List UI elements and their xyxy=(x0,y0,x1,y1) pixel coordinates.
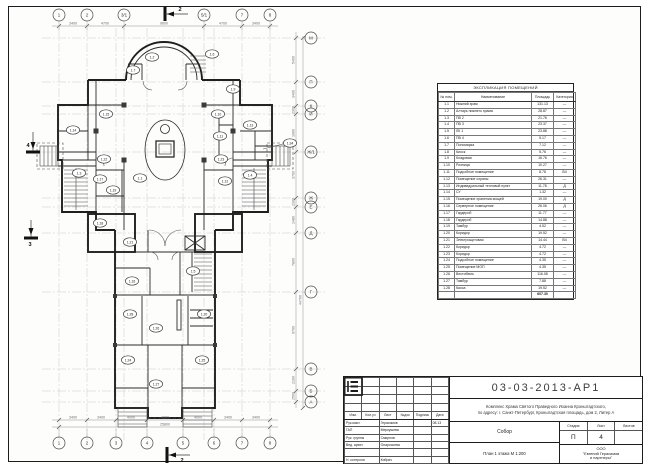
schedule-row: 1.18 Гардероб 14.88 — xyxy=(439,217,576,224)
svg-text:3400: 3400 xyxy=(252,415,260,420)
schedule-col-header: № пом. xyxy=(439,93,455,102)
schedule-col-header: Наименование xyxy=(455,93,532,102)
signature-row: Рук. группы Смирнов xyxy=(345,434,449,441)
schedule-row: 1.15 Помещение хранения мощей 19.00 Д xyxy=(439,197,576,204)
svg-text:3700: 3700 xyxy=(291,171,296,179)
svg-text:2: 2 xyxy=(85,440,89,446)
title-block xyxy=(343,376,643,464)
schedule-row: 1.5 ЛК 1 23.88 — xyxy=(439,129,576,136)
svg-text:2300: 2300 xyxy=(291,198,296,206)
description-line1: Комплекс Храма Святого Праведного Иоанна Кронштадтского, xyxy=(486,404,606,410)
svg-text:2100: 2100 xyxy=(291,376,296,384)
axis-grid xyxy=(42,28,325,440)
svg-text:3: 3 xyxy=(114,440,118,446)
schedule-row: 1.16 Серверное помещение 26.06 Д xyxy=(439,203,576,210)
svg-text:1.23: 1.23 xyxy=(217,157,225,162)
description-line2: по адресу: г. Санкт-Петербург, Кронштадтская площадь, дом 2, Литер А xyxy=(477,410,615,415)
signature-row xyxy=(345,449,449,456)
schedule-row: 1.24 Подсобное помещение 4.35 — xyxy=(439,258,576,265)
svg-text:5/1: 5/1 xyxy=(200,12,208,18)
svg-text:3: 3 xyxy=(28,242,32,248)
svg-text:25800: 25800 xyxy=(160,422,170,427)
svg-text:1.11: 1.11 xyxy=(216,134,224,139)
section-marks xyxy=(24,7,283,463)
svg-text:1.24: 1.24 xyxy=(124,358,132,363)
svg-text:3400: 3400 xyxy=(252,21,260,26)
svg-text:1.17: 1.17 xyxy=(96,177,104,182)
schedule-row: 1.28 Касса 19.52 — xyxy=(439,285,576,292)
schedule-row: 1.4 ПВ 3 23.37 — xyxy=(439,122,576,129)
schedule-col-header: Категория xyxy=(554,93,576,102)
sheet-title: План 1 этажа М 1:200 xyxy=(483,450,526,456)
svg-text:4700: 4700 xyxy=(101,21,109,26)
svg-text:Ж: Ж xyxy=(308,195,314,201)
svg-text:1.18: 1.18 xyxy=(96,221,104,226)
company-logo xyxy=(344,377,363,396)
svg-text:1.1: 1.1 xyxy=(137,176,143,181)
svg-text:1.10: 1.10 xyxy=(214,112,222,117)
svg-text:1.2: 1.2 xyxy=(149,55,155,60)
schedule-row: 1.14 СУ 1.32 — xyxy=(439,190,576,197)
svg-text:1.26: 1.26 xyxy=(152,326,160,331)
svg-text:4700: 4700 xyxy=(219,21,227,26)
svg-text:1060: 1060 xyxy=(291,129,296,137)
svg-text:1.16: 1.16 xyxy=(128,279,136,284)
svg-text:1480: 1480 xyxy=(291,216,296,224)
schedule-row: 1.22 Коридор 4.72 — xyxy=(439,244,576,251)
svg-text:4: 4 xyxy=(145,440,149,446)
schedule-table xyxy=(438,92,576,299)
svg-text:1.5: 1.5 xyxy=(190,269,196,274)
svg-text:1.20: 1.20 xyxy=(200,312,208,317)
document-number: 03-03-2013-АР1 xyxy=(450,377,642,399)
stage-label: Стадия xyxy=(560,422,588,430)
schedule-row: 1.9 Кладовая 16.76 — xyxy=(439,156,576,163)
svg-text:Б: Б xyxy=(309,388,313,394)
svg-text:4000: 4000 xyxy=(127,415,135,420)
schedule-col-header: Площадь xyxy=(532,93,554,102)
sheet-label: Лист xyxy=(588,422,616,430)
schedule-row: 1.6 ПВ 4 5.17 — xyxy=(439,135,576,142)
svg-text:1.27: 1.27 xyxy=(152,382,160,387)
schedule-row: 1.7 Пономарка 7.12 — xyxy=(439,142,576,149)
sheets-total xyxy=(615,431,642,444)
svg-text:5: 5 xyxy=(181,440,185,446)
svg-text:7800: 7800 xyxy=(291,258,296,266)
stairs xyxy=(37,56,293,427)
svg-text:3400: 3400 xyxy=(97,415,105,420)
svg-text:9600: 9600 xyxy=(160,21,168,26)
schedule-row: 1.1 Нижний храм 131.13 — xyxy=(439,102,576,109)
schedule-row: 1.10 Ризница 10.27 — xyxy=(439,163,576,170)
schedule-row: 1.19 Тамбур 4.52 — xyxy=(439,224,576,231)
svg-text:1.19: 1.19 xyxy=(109,188,117,193)
svg-text:1.3: 1.3 xyxy=(76,171,82,176)
schedule-row: 1.2 Алтарь нижнего храма 28.87 — xyxy=(439,108,576,115)
svg-text:1: 1 xyxy=(57,12,61,18)
svg-text:1: 1 xyxy=(57,440,61,446)
svg-text:1.14: 1.14 xyxy=(69,128,77,133)
svg-text:1.6: 1.6 xyxy=(209,52,215,57)
svg-text:1.12: 1.12 xyxy=(221,179,229,184)
svg-text:4000: 4000 xyxy=(194,415,202,420)
schedule-row: 1.21 Электрощитовая 14.44 В4 xyxy=(439,237,576,244)
svg-text:П: П xyxy=(309,79,313,85)
svg-text:4200: 4200 xyxy=(161,415,169,420)
svg-text:М: М xyxy=(309,35,313,41)
svg-text:Ж/1: Ж/1 xyxy=(307,149,315,155)
project-description xyxy=(450,399,642,422)
svg-text:2300: 2300 xyxy=(291,106,296,114)
revision-header-row: Изм. Кол.уч Лист №док Подпись Дата xyxy=(345,412,449,419)
central-feature xyxy=(145,120,185,180)
schedule-row: 1.11 Подсобное помещение 8.78 В4 xyxy=(439,169,576,176)
schedule-row: 1.3 ПВ 2 21.76 — xyxy=(439,115,576,122)
company-name: ООО "Евгений Герасимов и партнеры" xyxy=(582,445,620,461)
schedule-row: 1.25 Помещение МОП 4.35 — xyxy=(439,265,576,272)
svg-text:7: 7 xyxy=(240,440,244,446)
plan-annotations xyxy=(26,7,317,464)
svg-text:2: 2 xyxy=(180,458,184,464)
svg-text:2: 2 xyxy=(85,12,89,18)
schedule-row: 1.8 Киоск 5.76 — xyxy=(439,149,576,156)
sheet-number: 4 xyxy=(588,431,616,444)
svg-text:3/1: 3/1 xyxy=(120,12,128,18)
sheets-label: Листов xyxy=(622,424,635,428)
svg-text:1.25: 1.25 xyxy=(198,358,206,363)
svg-text:4: 4 xyxy=(26,143,30,149)
svg-text:9700: 9700 xyxy=(291,326,296,334)
svg-text:3400: 3400 xyxy=(224,415,232,420)
svg-text:1.4: 1.4 xyxy=(247,173,253,178)
svg-text:Г: Г xyxy=(309,289,313,295)
dimension-lines xyxy=(52,26,303,427)
schedule-row: 1.13 Индивидуальный тепловой пункт 11.78 Д xyxy=(439,183,576,190)
schedule-title: ЭКСПЛИКАЦИЯ ПОМЕЩЕНИЙ xyxy=(438,84,573,92)
svg-text:Е: Е xyxy=(309,204,313,210)
svg-text:2: 2 xyxy=(178,7,182,13)
svg-text:1.15: 1.15 xyxy=(102,112,110,117)
svg-text:5400: 5400 xyxy=(291,56,296,64)
svg-text:В: В xyxy=(309,366,313,372)
svg-text:3400: 3400 xyxy=(69,21,77,26)
stage-value: П xyxy=(560,431,588,444)
svg-text:8: 8 xyxy=(268,12,272,18)
svg-text:3400: 3400 xyxy=(291,90,296,98)
schedule-total-row: 607.30 xyxy=(439,292,576,299)
schedule-row: 1.23 Коридор 4.72 — xyxy=(439,251,576,258)
svg-text:1.22: 1.22 xyxy=(100,157,108,162)
svg-text:1.34: 1.34 xyxy=(286,141,294,146)
svg-text:44700: 44700 xyxy=(298,295,303,305)
signature-row: Вед. архит. Опаросьева xyxy=(345,442,449,449)
svg-text:1.7: 1.7 xyxy=(130,68,136,73)
signature-row: Н. контроля Кибрич xyxy=(345,456,449,463)
svg-text:3400: 3400 xyxy=(69,415,77,420)
svg-text:1.13: 1.13 xyxy=(246,123,254,128)
schedule-row: 1.12 Помещение охраны 26.31 — xyxy=(439,176,576,183)
svg-text:1.9: 1.9 xyxy=(230,87,236,92)
svg-text:И: И xyxy=(309,111,313,117)
svg-text:1.21: 1.21 xyxy=(126,240,134,245)
svg-text:А: А xyxy=(309,399,313,405)
svg-text:К: К xyxy=(309,103,313,109)
svg-text:Д: Д xyxy=(309,230,313,236)
room-schedule xyxy=(437,83,574,300)
exterior-walls xyxy=(58,42,272,418)
svg-text:2500: 2500 xyxy=(291,392,296,400)
schedule-row: 1.17 Гардероб 11.77 — xyxy=(439,210,576,217)
signature-row: Рук.маст. Герасимов 08.13 xyxy=(345,419,449,426)
svg-text:1.28: 1.28 xyxy=(126,312,134,317)
svg-text:7: 7 xyxy=(240,12,244,18)
svg-text:6: 6 xyxy=(212,440,216,446)
signature-row: ГАП Меркушева xyxy=(345,427,449,434)
schedule-row: 1.20 Коридор 19.52 — xyxy=(439,231,576,238)
schedule-row: 1.26 Вестибюль 116.08 — xyxy=(439,271,576,278)
revision-empty-row xyxy=(345,403,449,412)
svg-text:8: 8 xyxy=(268,440,272,446)
object-name: Собор xyxy=(450,422,559,443)
schedule-row: 1.27 Тамбур 7.88 — xyxy=(439,278,576,285)
